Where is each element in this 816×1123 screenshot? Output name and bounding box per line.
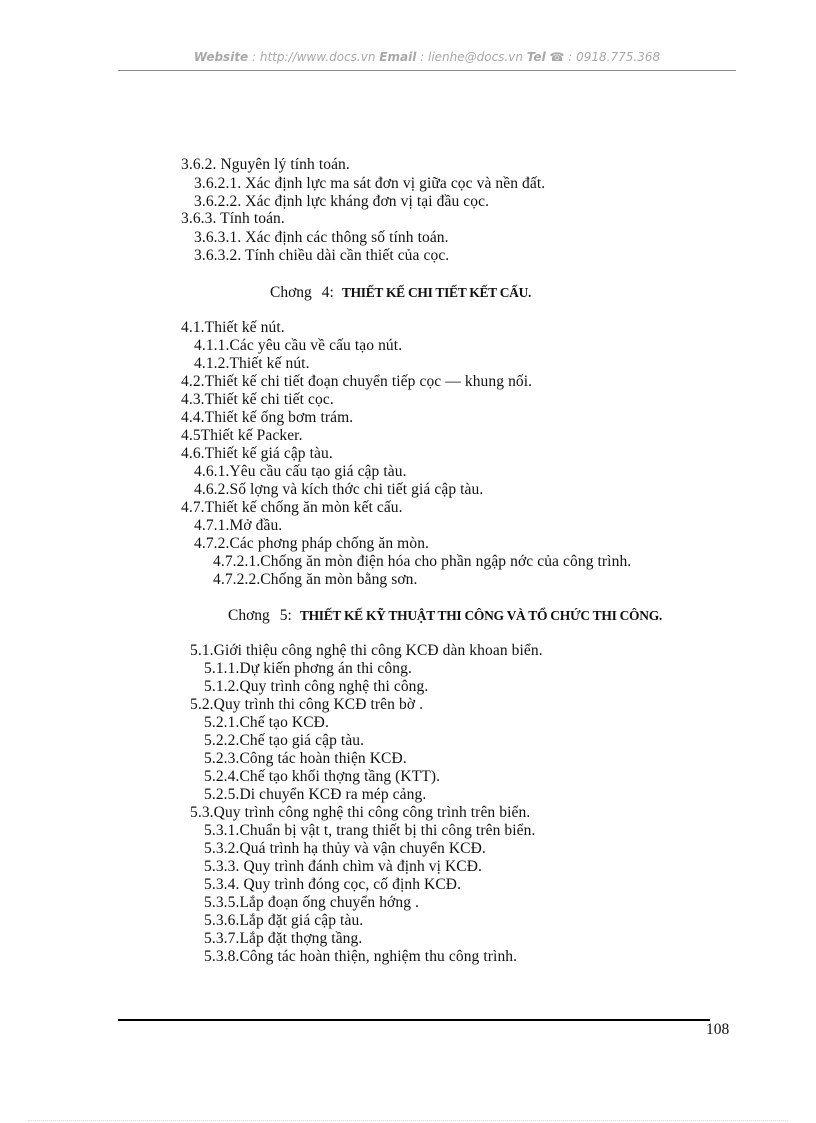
toc-entry: 4.1.Thiết kế nút. [181,319,285,336]
website-separator: : [248,50,260,64]
toc-entry: 4.1.1.Các yêu cầu về cấu tạo nút. [194,337,403,354]
email-label: Email [379,50,417,64]
page-edge-divider [28,1120,788,1121]
tel-label: Tel [526,50,546,64]
toc-entry: 3.6.2.1. Xác định lực ma sát đơn vị giữa cọc và nền đất. [194,175,546,192]
chapter-number: 5: [279,607,292,624]
toc-entry: 4.7.2.2.Chống ăn mòn bằng sơn. [213,571,418,588]
phone-icon: ☎ [549,50,565,64]
toc-entry: 5.2.Quy trình thi công KCĐ trên bờ . [190,696,424,713]
toc-entry: 5.2.3.Công tác hoàn thiện KCĐ. [204,750,407,767]
website-url[interactable]: http://www.docs.vn [259,50,376,64]
toc-entry: 5.3.2.Quá trình hạ thủy và vận chuyển KCĐ. [204,840,486,857]
toc-entry: 5.3.3. Quy trình đánh chìm và định vị KCĐ. [204,858,483,875]
toc-entry: 4.7.2.Các phơng pháp chống ăn mòn. [194,535,430,552]
toc-entry: 5.3.8.Công tác hoàn thiện, nghiệm thu công trình. [204,948,518,965]
toc-entry: 3.6.2. Nguyên lý tính toán. [181,156,350,173]
toc-entry: 5.1.Giới thiệu công nghệ thi công KCĐ dàn khoan biển. [190,642,543,659]
toc-entry: 3.6.3.1. Xác định các thông số tính toán. [194,229,449,246]
footer-divider [118,1019,710,1021]
toc-entry: 4.4.Thiết kế ống bơm trám. [181,409,354,426]
toc-entry: 5.3.1.Chuẩn bị vật t, trang thiết bị thi công trên biển. [204,822,536,839]
toc-entry: 3.6.2.2. Xác định lực kháng đơn vị tại đầu cọc. [194,193,490,210]
chapter-heading-5 [228,607,662,625]
toc-entry: 4.1.2.Thiết kế nút. [194,355,310,372]
toc-entry: 4.6.Thiết kế giá cập tàu. [181,445,333,462]
toc-entry: 5.3.5.Lắp đoạn ống chuyển hớng . [204,894,420,911]
toc-entry: 4.2.Thiết kế chi tiết đoạn chuyển tiếp cọc — khung nối. [181,373,533,390]
chapter-title: THIẾT KẾ KỸ THUẬT THI CÔNG VÀ TỔ CHỨC THI CÔNG. [299,608,662,623]
toc-entry: 3.6.3. Tính toán. [181,210,285,227]
chapter-title: THIẾT KẾ CHI TIẾT KẾT CẤU. [341,285,532,300]
toc-entry: 3.6.3.2. Tính chiều dài cần thiết của cọc. [194,247,450,264]
chapter-number: 4: [321,284,334,301]
toc-entry: 5.1.1.Dự kiến phơng án thi công. [204,660,412,677]
toc-entry: 5.3.7.Lắp đặt thợng tầng. [204,930,363,947]
chapter-word: Chơng [228,607,270,624]
toc-entry: 5.3.Quy trình công nghệ thi công công trình trên biển. [190,804,531,821]
toc-entry: 4.5Thiết kế Packer. [181,427,303,444]
toc-entry: 5.2.1.Chế tạo KCĐ. [204,714,329,731]
toc-entry: 5.2.4.Chế tạo khối thợng tầng (KTT). [204,768,441,785]
toc-entry: 5.2.5.Di chuyển KCĐ ra mép cảng. [204,786,427,803]
tel-number: 0918.775.368 [576,50,661,64]
page-number: 108 [706,1021,730,1038]
chapter-word: Chơng [270,284,312,301]
tel-separator: : [564,50,577,64]
toc-entry: 4.7.Thiết kế chống ăn mòn kết cấu. [181,499,403,516]
email-address[interactable]: lienhe@docs.vn [427,50,523,64]
toc-entry: 5.3.4. Quy trình đóng cọc, cố định KCĐ. [204,876,462,893]
toc-entry: 4.7.1.Mở đầu. [194,517,283,534]
toc-entry: 5.1.2.Quy trình công nghệ thi công. [204,678,429,695]
toc-entry: 5.3.6.Lắp đặt giá cập tàu. [204,912,364,929]
toc-entry: 4.7.2.1.Chống ăn mòn điện hóa cho phần ngập nớc của công trình. [213,553,632,570]
email-separator: : [416,50,428,64]
toc-entry: 5.2.2.Chế tạo giá cập tàu. [204,732,365,749]
toc-entry: 4.6.2.Số lợng và kích thớc chi tiết giá cập tàu. [194,481,484,498]
chapter-heading-4 [270,284,531,302]
toc-entry: 4.3.Thiết kế chi tiết cọc. [181,391,334,408]
website-label: Website [193,50,249,64]
toc-entry: 4.6.1.Yêu cầu cấu tạo giá cập tàu. [194,463,407,480]
